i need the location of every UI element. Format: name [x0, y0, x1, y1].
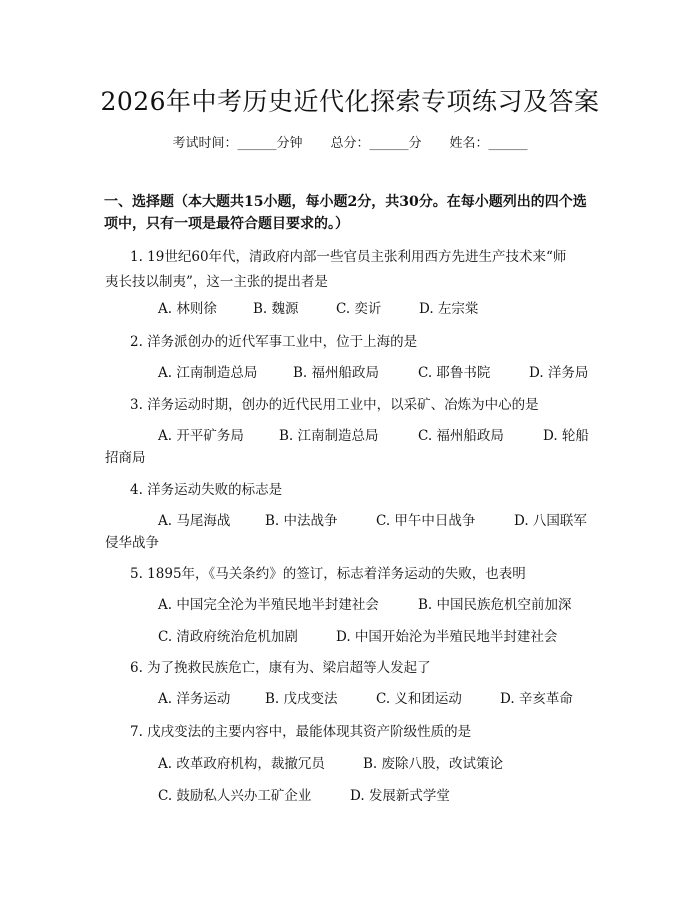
question-3-options-cont: 招商局 — [105, 450, 146, 466]
option: A. 开平矿务局 — [158, 428, 244, 444]
option: A. 林则徐 — [158, 301, 217, 317]
option: D. 发展新式学堂 — [350, 788, 450, 804]
option: C. 甲午中日战争 — [376, 513, 476, 529]
question-7-options-row2 — [158, 784, 450, 804]
option: C. 鼓励私人兴办工矿企业 — [158, 788, 312, 804]
option: C. 义和团运动 — [376, 691, 462, 707]
option: D. 中国开始沦为半殖民地半封建社会 — [336, 629, 558, 645]
option: B. 中国民族危机空前加深 — [418, 597, 572, 613]
question-7-stem: 7. 戊戌变法的主要内容中，最能体现其资产阶级性质的是 — [130, 724, 472, 740]
question-3-options — [158, 424, 589, 444]
option: B. 魏源 — [253, 301, 299, 317]
option: B. 戊戌变法 — [265, 691, 338, 707]
question-2-options — [158, 361, 588, 381]
option: A. 中国完全沦为半殖民地半封建社会 — [158, 597, 379, 613]
question-3-stem: 3. 洋务运动时期，创办的近代民用工业中，以采矿、冶炼为中心的是 — [130, 397, 539, 413]
page-title: 2026年中考历史近代化探索专项练习及答案 — [100, 87, 600, 116]
name-field: 姓名：______ — [449, 136, 528, 151]
option: D. 八国联军 — [514, 513, 587, 529]
option: B. 江南制造总局 — [279, 428, 379, 444]
option: C. 清政府统治危机加剧 — [158, 629, 298, 645]
exam-meta — [0, 132, 700, 151]
option: A. 改革政府机构，裁撤冗员 — [158, 756, 325, 772]
question-5-options-row2 — [158, 625, 557, 645]
question-1-options — [158, 297, 478, 317]
section-heading-line: 项中，只有一项是最符合题目要求的。） — [104, 216, 349, 232]
section-heading — [104, 191, 604, 235]
option: B. 废除八股，改试策论 — [363, 756, 504, 772]
total-score-field: 总分：______分 — [330, 136, 422, 151]
question-4-options — [158, 509, 587, 529]
option: D. 辛亥革命 — [500, 691, 573, 707]
option: D. 左宗棠 — [419, 301, 479, 317]
question-1-stem: 1. 19世纪60年代，清政府内部一些官员主张利用西方先进生产技术来“师 — [130, 249, 567, 265]
option: B. 中法战争 — [265, 513, 338, 529]
question-1-stem-cont: 夷长技以制夷”，这一主张的提出者是 — [105, 274, 328, 290]
question-5-options-row1 — [158, 593, 572, 613]
option: A. 马尾海战 — [158, 513, 231, 529]
question-6-stem: 6. 为了挽救民族危亡，康有为、梁启超等人发起了 — [130, 660, 431, 676]
option: D. 洋务局 — [529, 365, 589, 381]
option: C. 福州船政局 — [418, 428, 504, 444]
question-5-stem: 5. 1895年，《马关条约》的签订，标志着洋务运动的失败，也表明 — [130, 566, 526, 582]
option: B. 福州船政局 — [293, 365, 380, 381]
question-6-options — [158, 687, 573, 707]
question-4-options-cont: 侵华战争 — [105, 535, 159, 551]
section-heading-line: 一、选择题（本大题共15小题，每小题2分，共30分。在每小题列出的四个选 — [104, 194, 587, 210]
question-4-stem: 4. 洋务运动失败的标志是 — [130, 482, 283, 498]
option: D. 轮船 — [543, 428, 589, 444]
question-7-options-row1 — [158, 752, 503, 772]
option: A. 江南制造总局 — [158, 365, 258, 381]
exam-time-field: 考试时间：______分钟 — [172, 136, 303, 151]
option: A. 洋务运动 — [158, 691, 231, 707]
option: C. 耶鲁书院 — [418, 365, 491, 381]
option: C. 奕䜣 — [336, 301, 382, 317]
question-2-stem: 2. 洋务派创办的近代军事工业中，位于上海的是 — [130, 334, 418, 350]
